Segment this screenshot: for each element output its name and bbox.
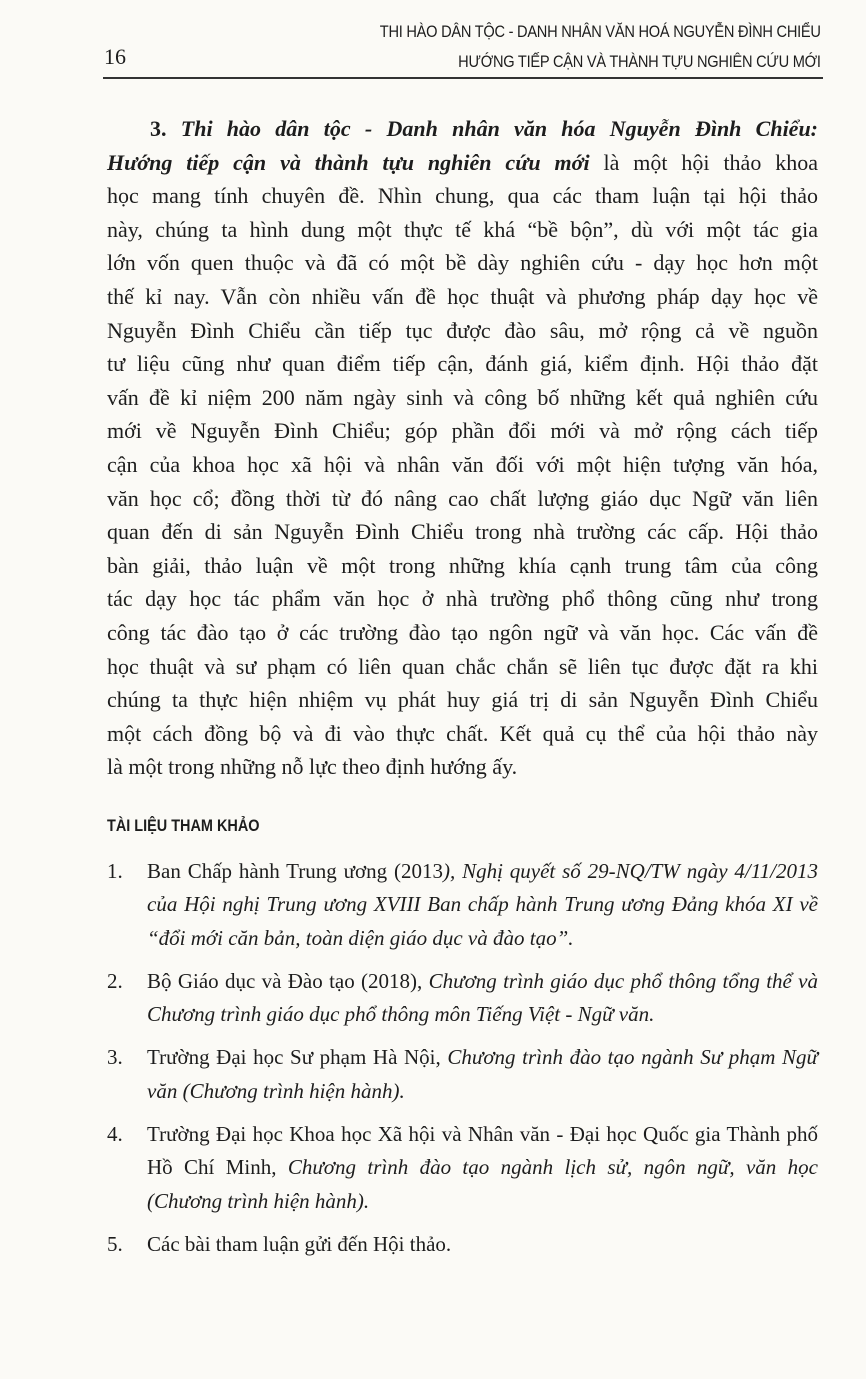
- reference-item: [107, 1228, 818, 1261]
- paragraph-line: văn học cổ; đồng thời từ đó nâng cao chất lượng giáo dục Ngữ văn liên: [107, 485, 818, 511]
- reference-italic: Chương trình đào tạo ngành Sư phạm Ngữ văn (Chương trình hiện hành).: [147, 1045, 818, 1103]
- running-title-line2: HƯỚNG TIẾP CẬN VÀ THÀNH TỰU NGHIÊN CỨU MỚI: [458, 52, 821, 71]
- lead-title-part2: Hướng tiếp cận và thành tựu nghiên cứu mới: [107, 149, 590, 175]
- paragraph-line: này, chúng ta hình dung một thực tế khá “bề bộn”, dù với một tác gia: [107, 216, 818, 242]
- paragraph-line: tác dạy học tác phẩm văn học ở nhà trường phổ thông cũng như trong: [107, 586, 818, 612]
- reference-item: [107, 965, 818, 1032]
- reference-number: 1.: [107, 859, 123, 883]
- lead-number: 3.: [150, 116, 167, 141]
- body-paragraph: [107, 112, 818, 784]
- paragraph-line: mới về Nguyễn Đình Chiểu; góp phần đổi mới và mở rộng cách tiếp: [107, 418, 818, 444]
- running-title-line1: THI HÀO DÂN TỘC - DANH NHÂN VĂN HOÁ NGUYỄN ĐÌNH CHIỂU: [380, 22, 821, 41]
- paragraph-line: công tác đào tạo ở các trường đào tạo ngôn ngữ và văn học. Các vấn đề: [107, 619, 818, 645]
- reference-plain: Các bài tham luận gửi đến Hội thảo.: [147, 1231, 452, 1256]
- lead-title-part1: Thi hào dân tộc - Danh nhân văn hóa Nguyễn Đình Chiểu:: [180, 116, 819, 141]
- reference-text: [147, 1118, 818, 1218]
- header-rule: [103, 77, 823, 79]
- paragraph-line: tư liệu cũng như quan điểm tiếp cận, đánh giá, kiểm định. Hội thảo đặt: [107, 351, 818, 377]
- paragraph-line: bàn giải, thảo luận về một trong những khía cạnh trung tâm của công: [107, 552, 818, 578]
- references-heading: TÀI LIỆU THAM KHẢO: [107, 816, 260, 835]
- paragraph-line: [107, 112, 818, 146]
- reference-number: 2.: [107, 968, 123, 993]
- reference-text: [147, 1228, 818, 1261]
- paragraph-line: [107, 146, 818, 180]
- reference-text: [147, 1041, 818, 1108]
- reference-number: 5.: [107, 1231, 123, 1256]
- reference-plain: Ban Chấp hành Trung ương (2013: [147, 859, 443, 883]
- reference-italic: Chương trình đào tạo ngành lịch sử, ngôn ngữ, văn học (Chương trình hiện hành).: [147, 1155, 818, 1213]
- reference-italic: Chương trình giáo dục phổ thông tổng thể và Chương trình giáo dục phổ thông môn Tiếng Việt - Ngữ văn.: [147, 968, 818, 1027]
- references-list: [107, 855, 818, 1271]
- reference-text: [147, 855, 818, 955]
- paragraph-line: lớn vốn quen thuộc và đã có một bề dày nghiên cứu - dạy học hơn một: [107, 250, 818, 276]
- page-number: 16: [104, 44, 126, 69]
- reference-item: [107, 1118, 818, 1218]
- paragraph-line: quan đến di sản Nguyễn Đình Chiểu trong nhà trường các cấp. Hội thảo: [107, 519, 818, 545]
- reference-item: [107, 855, 818, 955]
- reference-plain: Bộ Giáo dục và Đào tạo (2018),: [147, 968, 429, 993]
- paragraph-line: thế kỉ nay. Vẫn còn nhiều vấn đề học thuật và phương pháp dạy học về: [107, 283, 818, 309]
- reference-number: 4.: [107, 1122, 123, 1147]
- paragraph-line: một cách đồng bộ và đi vào thực chất. Kết quả cụ thể của hội thảo này: [107, 720, 818, 746]
- paragraph-line: học thuật và sư phạm có liên quan chắc chắn sẽ liên tục được đặt ra khi: [107, 653, 818, 679]
- paragraph-line: vấn đề kỉ niệm 200 năm ngày sinh và công bố những kết quả nghiên cứu: [107, 384, 818, 410]
- reference-number: 3.: [107, 1045, 123, 1070]
- reference-text: [147, 965, 818, 1032]
- reference-plain: Trường Đại học Khoa học Xã hội và Nhân văn - Đại học Quốc gia Thành phố Hồ Chí Minh,: [147, 1122, 818, 1180]
- page-header: [0, 0, 866, 80]
- running-title: [380, 17, 821, 77]
- reference-item: [107, 1041, 818, 1108]
- reference-italic: ), Nghị quyết số 29-NQ/TW ngày 4/11/2013 của Hội nghị Trung ương XVIII Ban chấp hành Trung ương Đảng khóa XI về “đổi mới căn bản, toàn diện giáo dục và đào tạo”.: [147, 859, 818, 950]
- paragraph-line: Nguyễn Đình Chiểu cần tiếp tục được đào sâu, mở rộng cả về nguồn: [107, 317, 818, 343]
- paragraph-line: là một trong những nỗ lực theo định hướng ấy.: [107, 754, 518, 780]
- paragraph-line: cận của khoa học xã hội và nhân văn đối với một hiện tượng văn hóa,: [107, 451, 818, 477]
- reference-plain: Trường Đại học Sư phạm Hà Nội,: [147, 1045, 448, 1070]
- line2-tail: là một hội thảo khoa: [603, 149, 819, 175]
- paragraph-line: học mang tính chuyên đề. Nhìn chung, qua các tham luận tại hội thảo: [107, 183, 818, 209]
- paragraph-line: chúng ta thực hiện nhiệm vụ phát huy giá trị di sản Nguyễn Đình Chiểu: [107, 687, 818, 713]
